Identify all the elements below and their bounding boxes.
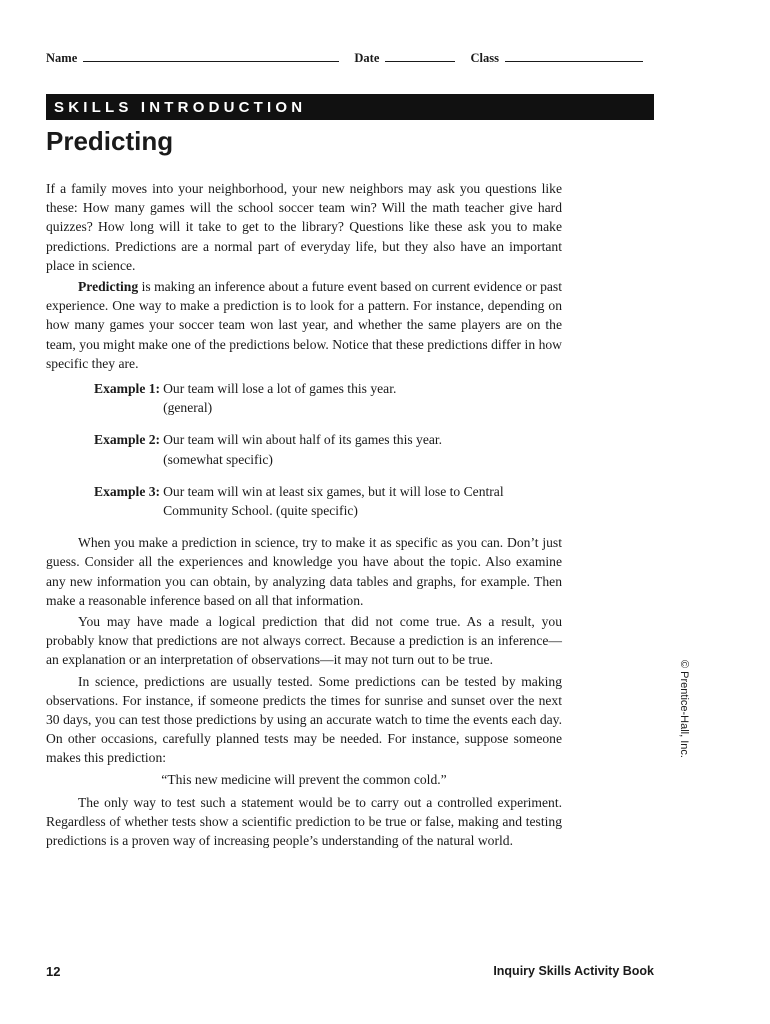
testing-paragraph: In science, predictions are usually tested. Some predictions can be tested by making observations. For instance, if someone predicts the times for sunrise and sunset over the next 30 days, you can test those predictions by using an accurate watch to time the events each day. On other occasions, carefully planned tests may be needed. For instance, suppose someone makes this prediction: [46,673,562,766]
definition-paragraph [46,277,562,373]
date-label: Date [354,51,380,65]
page-number: 12 [46,964,61,979]
name-field[interactable] [83,50,339,62]
page-title: Predicting [46,126,174,156]
example-item [94,482,562,520]
name-label: Name [46,51,78,65]
example-text: Our team will win at least six games, but it will lose to Central Community School. [163,483,504,519]
student-info-header [46,50,656,68]
section-banner: SKILLS INTRODUCTION [46,94,654,120]
definition-text: is making an inference about a future event based on current evidence or past experience. One way to make a prediction is to look for a pattern. For instance, depending on how many games your soccer team won last year, and whether the same players are on the team, you might make one of the predictions below. Notice that these predictions differ in how specific they are. [46,279,562,371]
copyright-note: © Prentice-Hall, Inc. [678,660,690,758]
key-term: Predicting [78,279,139,295]
conclusion-paragraph: The only way to test such a statement would be to carry out a controlled experiment. Regardless of whether tests show a scientific prediction to be true or false, making and testing predictions is a proven way of increasing people’s understanding of the natural world. [46,794,562,849]
prediction-quote: “This new medicine will prevent the common cold.” [161,771,447,787]
example-text: Our team will win about half of its games this year. [163,432,443,448]
inference-paragraph: You may have made a logical prediction that did not come true. As a result, you probably know that predictions are not always correct. Because a prediction is an inference—an explanation or an interpretation of observations—it may not turn out to be true. [46,614,562,668]
example-text: Our team will lose a lot of games this year. [163,381,397,397]
example-note: (quite specific) [276,503,358,519]
intro-paragraph: If a family moves into your neighborhood, your new neighbors may ask you questions like these: How many games will the school soccer team win? Will the math teacher give hard quizzes? How long will it take to get to the library? Questions like these ask you to make predictions. Predictions are a normal part of everyday life, but they also have an important place in science. [46,181,562,273]
date-field[interactable] [385,50,455,62]
example-label: Example 1: [94,381,161,397]
specific-paragraph: When you make a prediction in science, try to make it as specific as you can. Don’t just guess. Consider all the experiences and knowledge you have about the topic. Also examine any new information you can obtain, by analyzing data tables and graphs, for example. Then make a reasonable inference based on all that information. [46,535,562,608]
class-field[interactable] [505,50,643,62]
example-item [94,379,562,417]
examples-list [94,379,562,520]
example-note: (general) [163,400,213,416]
example-item [94,430,562,468]
example-label: Example 2: [94,432,161,448]
example-label: Example 3: [94,483,161,499]
example-note: (somewhat specific) [163,451,273,467]
book-title: Inquiry Skills Activity Book [493,964,654,978]
body-text [46,179,562,851]
class-label: Class [470,51,499,65]
